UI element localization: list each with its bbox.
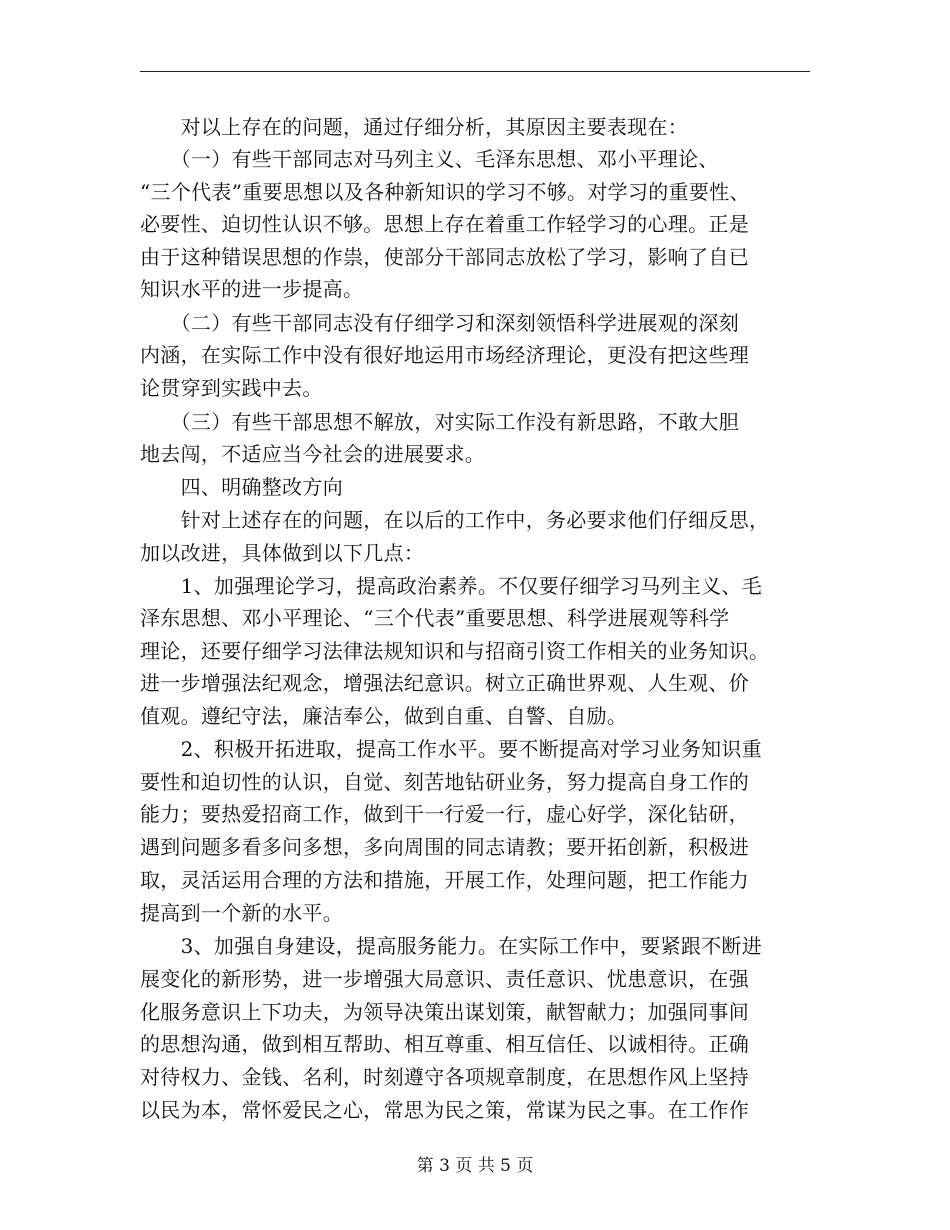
header-rule [140,71,810,72]
text-line: （二）有些干部同志没有仔细学习和深刻领悟科学进展观的深刻 [140,311,739,335]
text-line: 知识水平的进一步提高。 [140,277,364,301]
text-line: 地去闯，不适应当今社会的进展要求。 [140,442,486,466]
text-line: 必要性、迫切性认识不够。思想上存在着重工作轻学习的心理。正是 [140,212,749,236]
text-line: 由于这种错误思想的作祟，使部分干部同志放松了学习，影响了自已 [140,245,749,269]
text-line: 2、积极开拓进取，提高工作水平。要不断提高对学习业务知识重 [140,737,763,761]
text-line: 加以改进，具体做到以下几点： [140,541,425,565]
text-line: 论贯穿到实践中去。 [140,376,323,400]
text-line: 理论，还要仔细学习法律法规知识和与招商引资工作相关的业务知识。 [140,639,770,663]
text-line: 针对上述存在的问题，在以后的工作中，务必要求他们仔细反思， [140,508,770,532]
text-line: “三个代表”重要思想以及各种新知识的学习不够。对学习的重要性、 [140,180,750,204]
text-line: 提高到一个新的水平。 [140,901,343,925]
text-line: 取，灵活运用合理的方法和措施，开展工作，处理问题，把工作能力 [140,868,749,892]
text-line: 化服务意识上下功夫，为领导决策出谋划策，献智献力；加强同事间 [140,1000,749,1024]
text-line: 四、明确整改方向 [140,475,343,499]
page-footer: 第 3 页 共 5 页 [416,1156,534,1176]
text-line: 的思想沟通，做到相互帮助、相互尊重、相互信任、以诚相待。正确 [140,1032,749,1056]
text-line: 对以上存在的问题，通过仔细分析，其原因主要表现在： [140,115,689,139]
text-line: 对待权力、金钱、名利，时刻遵守各项规章制度，在思想作风上坚持 [140,1065,749,1089]
text-line: 进一步增强法纪观念，增强法纪意识。树立正确世界观、人生观、价 [140,671,749,695]
text-line: 遇到问题多看多问多想，多向周围的同志请教；要开拓创新，积极进 [140,835,749,859]
text-line: 内涵，在实际工作中没有很好地运用市场经济理论，更没有把这些理 [140,343,749,367]
text-line: （一）有些干部同志对马列主义、毛泽东思想、邓小平理论、 [140,147,719,171]
text-line: 值观。遵纪守法，廉洁奉公，做到自重、自警、自励。 [140,704,628,728]
text-line: 展变化的新形势，进一步增强大局意识、责任意识、忧患意识，在强 [140,967,749,991]
text-line: 3、加强自身建设，提高服务能力。在实际工作中，要紧跟不断进 [140,934,763,958]
text-line: 1、加强理论学习，提高政治素养。不仅要仔细学习马列主义、毛 [140,574,763,598]
text-line: 泽东思想、邓小平理论、“三个代表”重要思想、科学进展观等科学 [140,606,730,630]
text-line: 能力；要热爱招商工作，做到干一行爱一行，虚心好学，深化钻研， [140,802,749,826]
text-line: （三）有些干部思想不解放，对实际工作没有新思路，不敢大胆 [140,410,739,434]
text-line: 以民为本，常怀爱民之心，常思为民之策，常谋为民之事。在工作作 [140,1098,749,1122]
text-line: 要性和迫切性的认识，自觉、刻苦地钻研业务，努力提高自身工作的 [140,770,749,794]
